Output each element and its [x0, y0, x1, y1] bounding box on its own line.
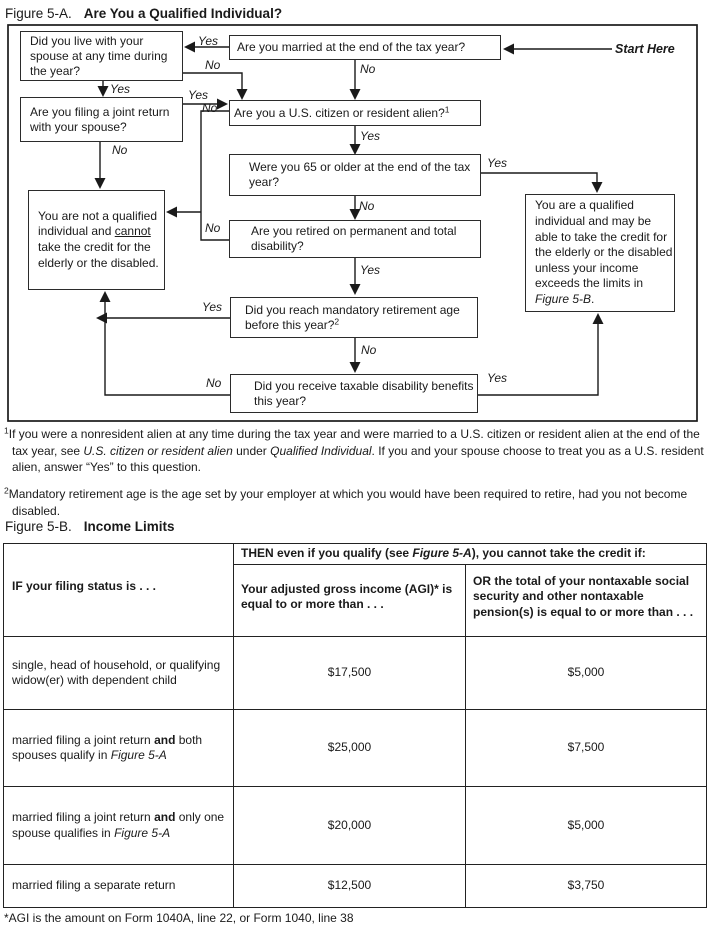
flowchart-box-not-qualified: You are not a qualified individual and cannot take the credit for the elderly or the disabled.: [28, 190, 165, 290]
arrowhead-taxable-no: [100, 291, 111, 302]
flowchart-box-qualified: You are a qualified individual and may be able to take the credit for the elderly or the disabled unless your income exceeds the limits in Figure 5-B.: [525, 194, 675, 312]
line-65-yes: [480, 173, 597, 183]
label-retired-yes: Yes: [360, 263, 381, 277]
column-header-nontaxable-pension: OR the total of your nontaxable social security and other nontaxable pension(s) is equal to or more than . . .: [466, 565, 707, 637]
label-filing-yes: Yes: [188, 88, 209, 102]
arrowhead-filing-no: [95, 178, 106, 189]
filing-status-cell: married filing a joint return and only one spouse qualifies in Figure 5-A: [4, 787, 234, 865]
arrowhead-live-no: [237, 89, 248, 100]
arrowhead-retired-yes: [350, 284, 361, 295]
income-limits-table: [3, 543, 707, 908]
flowchart-box-age-65: Were you 65 or older at the end of the tax year?: [229, 154, 481, 196]
filing-status-cell: single, head of household, or qualifying widow(er) with dependent child: [4, 637, 234, 710]
arrowhead-mandatory-no: [350, 362, 361, 373]
label-married-yes: Yes: [198, 34, 219, 48]
figure-5b-title: [5, 519, 175, 534]
footnote-1: $^1$If you were a nonresident alien at any time during the tax year and were married to a U.S. citizen or resident alien at the end of the tax year, see U.S. citizen or resident alien under Qualified Individual. If you and your spouse choose to treat you as a U.S. resident alien, answer “Yes” to this question.: [4, 425, 704, 474]
label-citizen-no: No: [202, 101, 218, 115]
arrowhead-married-no: [350, 89, 361, 100]
pension-limit-cell: $7,500: [466, 710, 707, 787]
table-header-then: THEN even if you qualify (see Figure 5-A), you cannot take the credit if:: [234, 544, 707, 565]
flowchart-box-retired-disability: Are you retired on permanent and total disability?: [229, 220, 481, 258]
table-row: [4, 865, 707, 908]
label-citizen-yes: Yes: [360, 129, 381, 143]
label-retired-no: No: [205, 221, 221, 235]
arrowhead-married-yes: [184, 42, 195, 53]
label-mandatory-yes: Yes: [202, 300, 223, 314]
flowchart-box-mandatory-retirement: Did you reach mandatory retirement age before this year?$^2$: [230, 297, 478, 338]
label-taxable-yes: Yes: [487, 371, 508, 385]
filing-status-cell: married filing a joint return and both spouses qualify in Figure 5-A: [4, 710, 234, 787]
pension-limit-cell: $5,000: [466, 787, 707, 865]
agi-limit-cell: $25,000: [234, 710, 466, 787]
table-row: [4, 637, 707, 710]
figure-5b-label: Figure 5-B.: [5, 519, 72, 534]
label-65-yes: Yes: [487, 156, 508, 170]
arrowhead-start-here: [503, 44, 514, 55]
start-here-label: Start Here: [615, 42, 675, 56]
label-mandatory-no: No: [361, 343, 377, 357]
label-live-yes: Yes: [110, 82, 131, 96]
agi-limit-cell: $12,500: [234, 865, 466, 908]
pension-limit-cell: $3,750: [466, 865, 707, 908]
agi-limit-cell: $17,500: [234, 637, 466, 710]
agi-limit-cell: $20,000: [234, 787, 466, 865]
agi-footnote: *AGI is the amount on Form 1040A, line 22, or Form 1040, line 38: [4, 911, 354, 925]
column-header-agi: Your adjusted gross income (AGI)* is equal to or more than . . .: [234, 565, 466, 637]
flowchart-box-taxable-benefits: Did you receive taxable disability benefits this year?: [230, 374, 478, 413]
table-row: [4, 787, 707, 865]
label-65-no: No: [359, 199, 375, 213]
arrowhead-mandatory-yes: [96, 313, 107, 324]
column-header-filing-status: IF your filing status is . . .: [4, 544, 234, 637]
arrowhead-live-yes: [98, 86, 109, 97]
flowchart-box-citizen: Are you a U.S. citizen or resident alien?$^1$: [229, 100, 481, 126]
arrowhead-taxable-yes: [593, 313, 604, 324]
table-row: [4, 710, 707, 787]
filing-status-cell: married filing a separate return: [4, 865, 234, 908]
pension-limit-cell: $5,000: [466, 637, 707, 710]
label-married-no: No: [360, 62, 376, 76]
arrowhead-filing-yes: [217, 99, 228, 110]
arrowhead-into-not-qualified: [166, 207, 177, 218]
label-filing-no: No: [112, 143, 128, 157]
flowchart-box-filing-joint: Are you filing a joint return with your spouse?: [20, 97, 183, 142]
figure-5b-heading: Income Limits: [83, 519, 175, 534]
arrowhead-65-yes: [592, 182, 603, 193]
footnote-2: $^2$Mandatory retirement age is the age set by your employer at which you would have been required to retire, had you not become disabled.: [4, 485, 688, 518]
label-live-no: No: [205, 58, 221, 72]
flowchart-box-married: Are you married at the end of the tax year?: [229, 35, 501, 60]
flowchart-box-live-with-spouse: Did you live with your spouse at any time during the year?: [20, 31, 183, 81]
figure-5a-label: Figure 5-A.: [5, 6, 72, 21]
label-taxable-no: No: [206, 376, 222, 390]
figure-5a-heading: Are You a Qualified Individual?: [83, 6, 283, 21]
flowchart-figure-5a: [0, 0, 708, 435]
